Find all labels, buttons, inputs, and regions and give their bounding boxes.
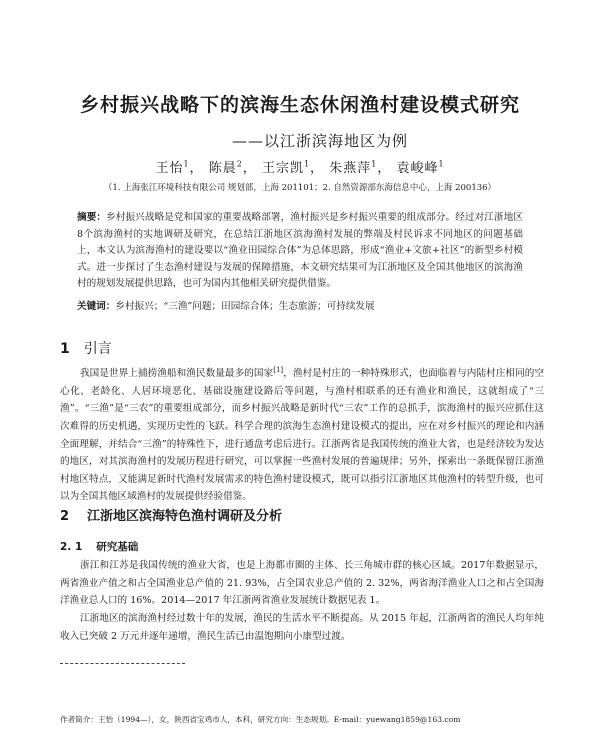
author-affil-mark: 1 [438, 159, 445, 169]
keywords-label: 关键词： [77, 301, 116, 312]
section-number: 2 [60, 509, 70, 524]
author: 朱燕萍 [329, 161, 372, 176]
citation-ref: [1] [273, 366, 284, 374]
abstract-label: 摘要： [77, 212, 107, 223]
body-paragraph: 浙江和江苏是我国传统的渔业大省，也是上海都市圈的主体、长三角城市群的核心区域。2017年数据显示，两省渔业产值之和占全国渔业总产值的 21. 93%，占全国农业总产值的 2. 32%，两省海洋渔业人口之和占全国海洋渔业总人口的 16%。2014—2017 年江浙两省渔业发展统计数据见表 1。 [60, 560, 544, 607]
author-affil-mark: 2 [236, 159, 243, 169]
keywords [77, 300, 523, 314]
author: 袁峻峰 [396, 161, 439, 176]
paper-title: 乡村振兴战略下的滨海生态休闲渔村建设模式研究 [79, 94, 520, 116]
subsection-heading [60, 539, 138, 554]
author-affil-mark: 1 [183, 159, 190, 169]
keywords-text: 乡村振兴；“三渔”问题；田园综合体；生态旅游；可持续发展 [115, 301, 375, 312]
section-title: 引言 [83, 341, 112, 357]
intro-paragraph [60, 362, 544, 506]
paragraph-text: ，渔村是村庄的一种特殊形式，也面临着与内陆村庄相同的空心化、老龄化、人居环境恶化、基础设施建设路后等问题，与渔村相联系的还有渔业和渔民，这就组成了“三渔”。“三渔”是“三农”的重要组成部分，而乡村振兴战略是新时代“三农”工作的总抓手，滨海渔村的振兴应抓住这次难得的历史机遇，实现历史性的飞跃。科学合理的滨海生态渔村建设模式的提出，应在对乡村振兴的理论和内涵全面理解，并结合“三渔”的特殊性下，进行通盘考虑后进行。江浙两省是我国传统的渔业大省，也是经济较为发达的地区，对其滨海渔村的发展历程进行研究，可以掌握一些渔村发展的普遍规律；另外，探索出一条既保留江浙渔村地区特点，又能满足新时代渔村发展需求的特色渔村建设模式，既可以指引江浙地区其他渔村的转型升级，也可以为全国其他区域渔村的发展提供经验借鉴。 [60, 368, 545, 503]
author-footnote: 作者简介：王怡（1994—），女，陕西省宝鸡市人，本科，研究方向：生态规划。E-mail：yuewang1859@163.com [60, 715, 461, 724]
author: 王怡 [155, 161, 184, 176]
author-list: 王怡$^1$， 陈晨$^2$， 王宗凯$^1$， 朱燕萍$^1$， 袁峻峰$^1$ [155, 159, 445, 176]
paragraph-text: 我国是世界上捕捞渔船和渔民数量最多的国家 [80, 368, 274, 380]
subsection-number: 2. 1 [60, 541, 83, 553]
author-affil-mark: 1 [371, 159, 378, 169]
affiliation: （1. 上海张江环境科技有限公司 规划部，上海 201101；2. 自然资源部东海信息中心，上海 200136） [103, 183, 497, 193]
author: 陈晨 [208, 161, 237, 176]
section-heading [60, 505, 282, 524]
footnote-divider [60, 663, 185, 664]
abstract [77, 210, 523, 293]
abstract-text: 乡村振兴战略是党和国家的重要战略部署，渔村振兴是乡村振兴重要的组成部分。经过对江浙地区8个滨海渔村的实地调研及研究，在总结江浙地区滨海渔村发展的弊端及村民诉求不同地区的问题基础上，本文认为滨海渔村的建设要以“渔业田园综合体”为总体思路，形成“渔业+文旅+社区”的新型乡村模式。进一步探讨了生态渔村建设与发展的保障措施，本文研究结果可为江浙地区及全国其他地区的滨海渔村的规划发展提供思路，也可为国内其他相关研究提供借鉴。 [77, 212, 523, 290]
author: 王宗凯 [261, 161, 304, 176]
paper-subtitle: ——以江浙滨海地区为例 [231, 132, 408, 150]
section-number: 1 [60, 341, 70, 357]
body-paragraph: 江浙地区的滨海渔村经过数十年的发展，渔民的生活水平不断提高。从 2015 年起，江浙两省的渔民人均年纯收入已突破 2 万元并逐年递增，渔民生活已由温饱期向小康型过渡。 [60, 613, 544, 642]
section-heading [60, 338, 112, 358]
subsection-title: 研究基础 [96, 541, 139, 553]
author-affil-mark: 1 [303, 159, 311, 169]
section-title: 江浙地区滨海特色渔村调研及分析 [87, 509, 283, 524]
